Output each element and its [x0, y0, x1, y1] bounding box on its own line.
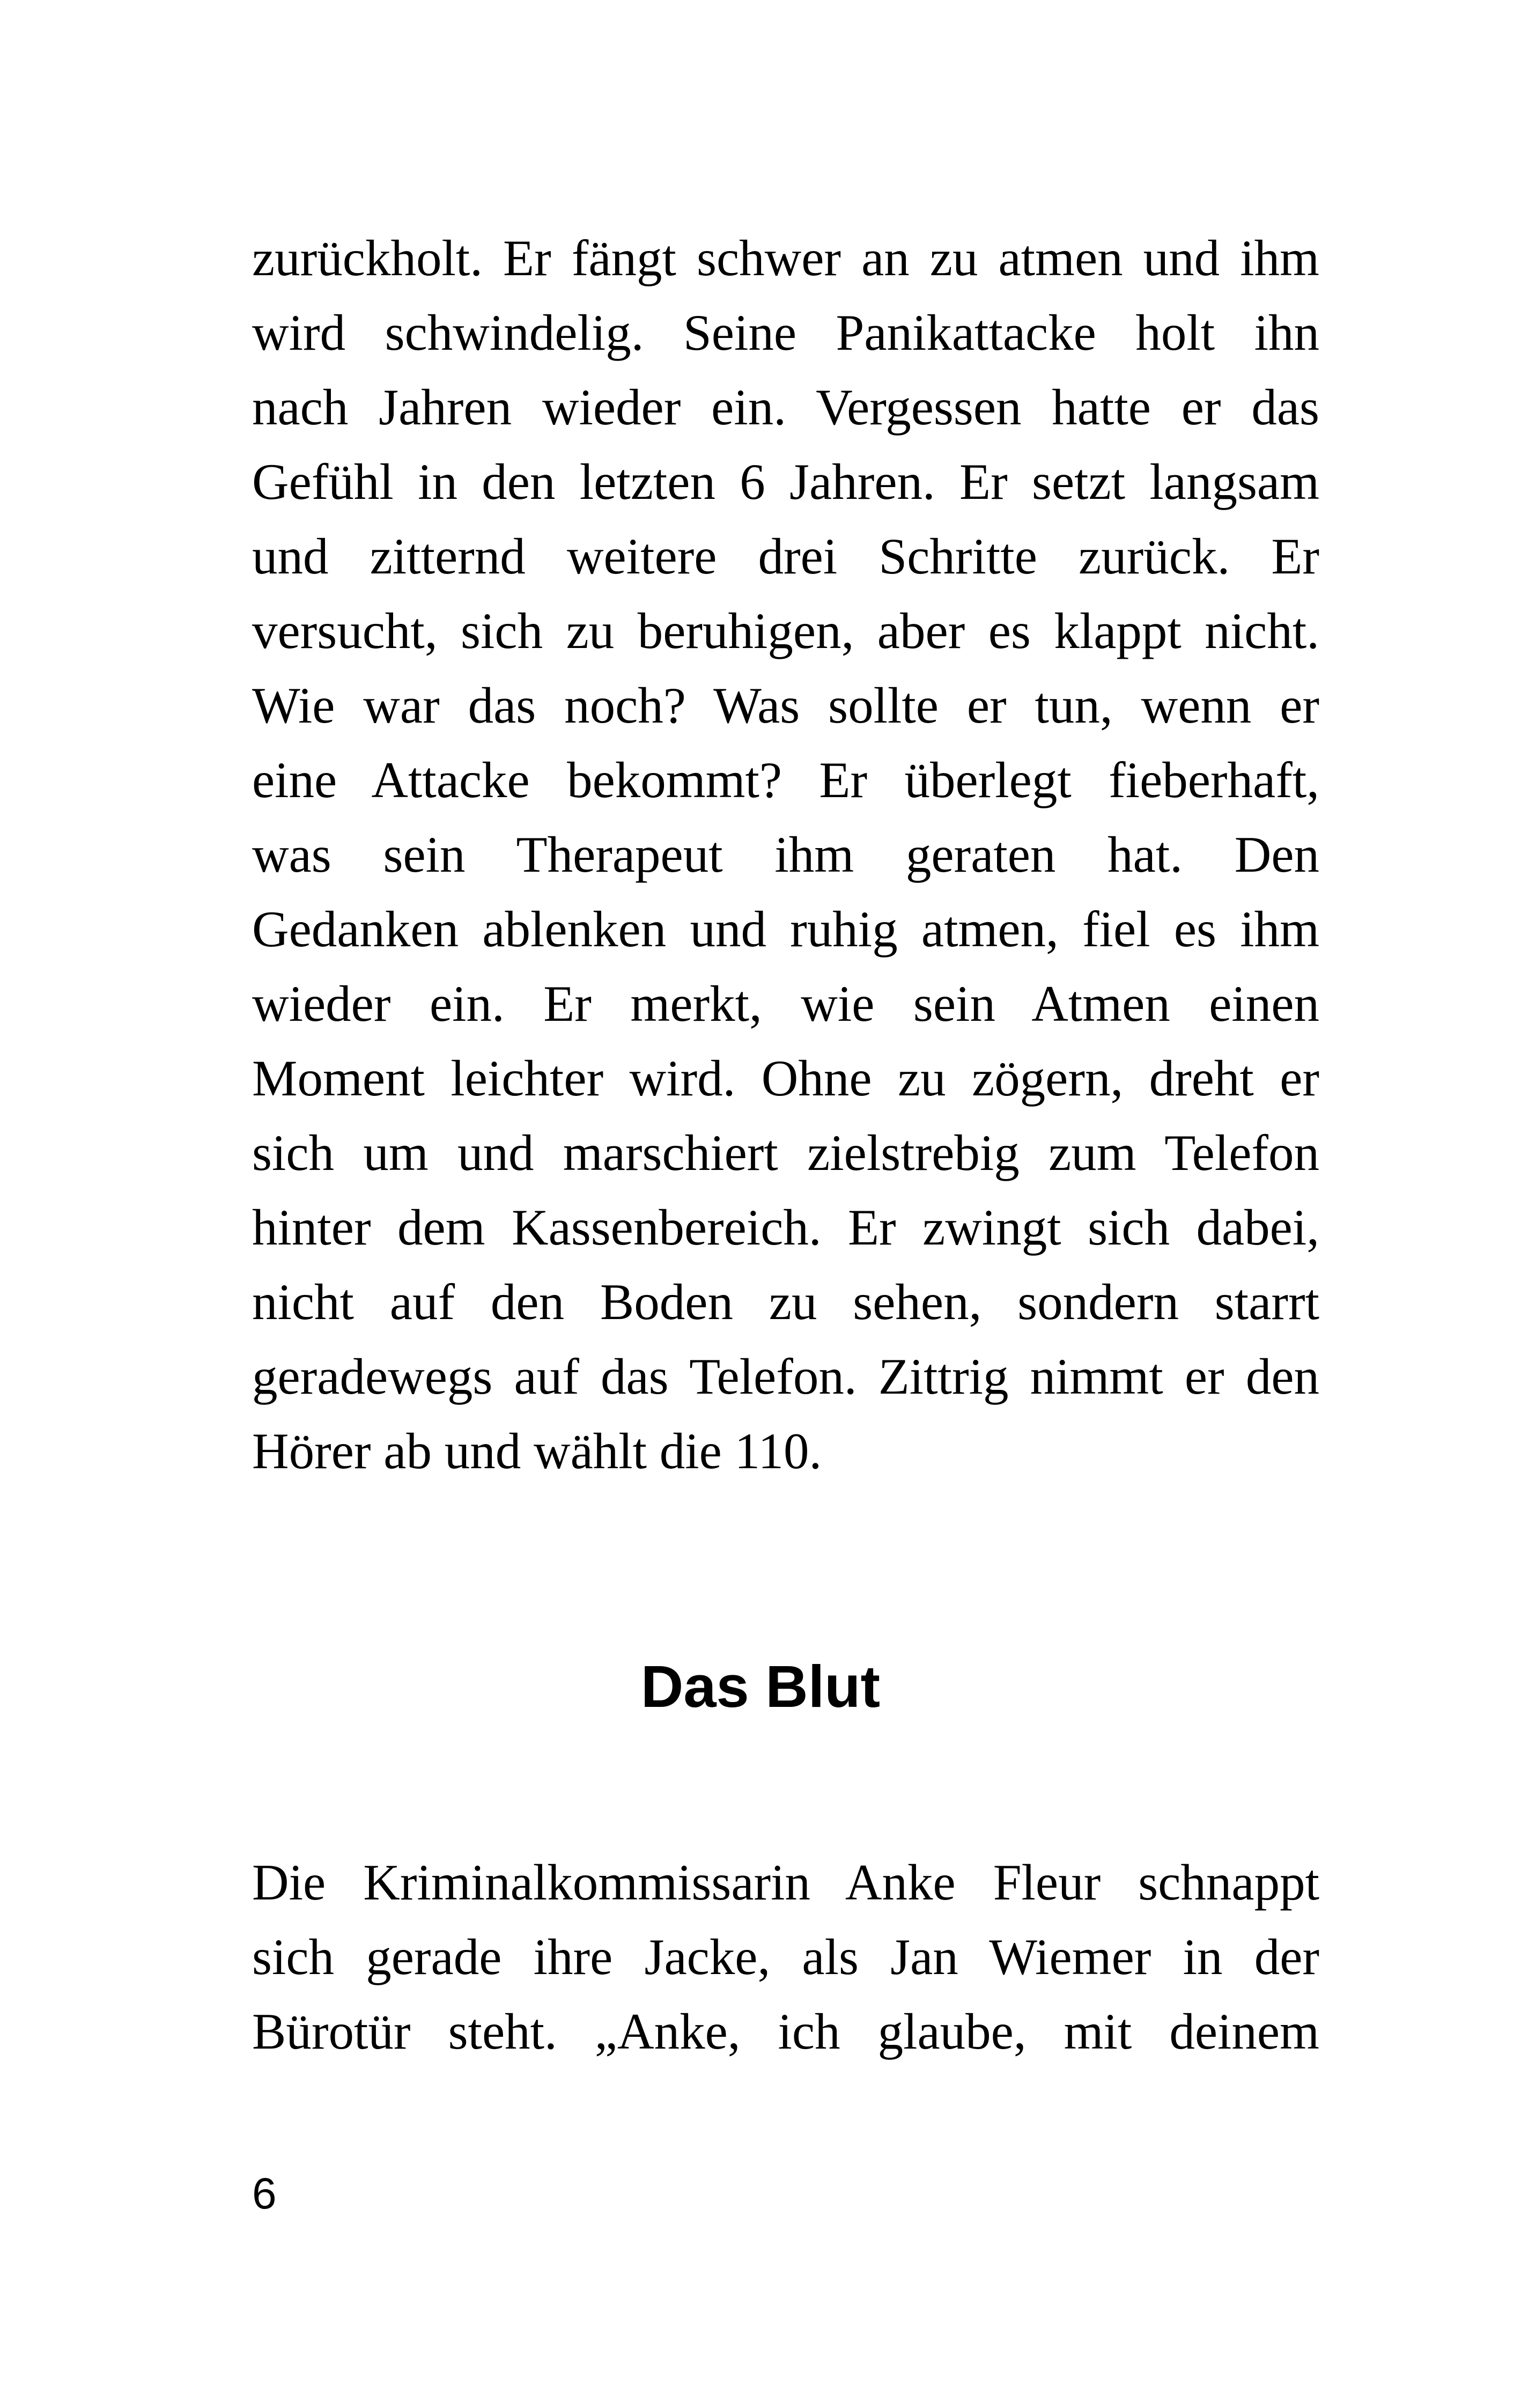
text-line: nicht auf den Boden zu sehen, sondern starrt	[252, 1273, 1319, 1330]
text-line: hinter dem Kassenbereich. Er zwingt sich dabei,	[252, 1199, 1319, 1256]
text-line: Bürotür steht. „Anke, ich glaube, mit deinem	[252, 2003, 1319, 2060]
text-line: Hörer ab und wählt die 110.	[252, 1423, 822, 1479]
text-line: Gefühl in den letzten 6 Jahren. Er setzt langsam	[252, 453, 1319, 510]
body-paragraph	[252, 1845, 1319, 2069]
text-line: sich gerade ihre Jacke, als Jan Wiemer in der	[252, 1928, 1319, 1985]
page-number: 6	[252, 2169, 277, 2218]
text-line: geradewegs auf das Telefon. Zittrig nimmt er den	[252, 1348, 1319, 1405]
text-line: sich um und marschiert zielstrebig zum Telefon	[252, 1124, 1319, 1181]
text-line: eine Attacke bekommt? Er überlegt fieberhaft,	[252, 752, 1319, 808]
text-line: wieder ein. Er merkt, wie sein Atmen einen	[252, 975, 1319, 1032]
text-line: und zitternd weitere drei Schritte zurück. Er	[252, 528, 1319, 585]
text-line: Wie war das noch? Was sollte er tun, wenn er	[252, 677, 1319, 734]
text-line: nach Jahren wieder ein. Vergessen hatte er das	[252, 379, 1319, 436]
body-paragraph	[252, 221, 1319, 1489]
text-line: Gedanken ablenken und ruhig atmen, fiel es ihm	[252, 901, 1319, 958]
text-line: wird schwindelig. Seine Panikattacke holt ihn	[252, 304, 1319, 361]
chapter-heading: Das Blut	[640, 1654, 881, 1720]
text-line: was sein Therapeut ihm geraten hat. Den	[252, 826, 1319, 883]
text-line: Die Kriminalkommissarin Anke Fleur schnappt	[252, 1854, 1319, 1911]
text-line: Moment leichter wird. Ohne zu zögern, dreht er	[252, 1050, 1319, 1107]
text-line: versucht, sich zu beruhigen, aber es klappt nicht.	[252, 602, 1319, 659]
text-line: zurückholt. Er fängt schwer an zu atmen und ihm	[252, 230, 1319, 286]
